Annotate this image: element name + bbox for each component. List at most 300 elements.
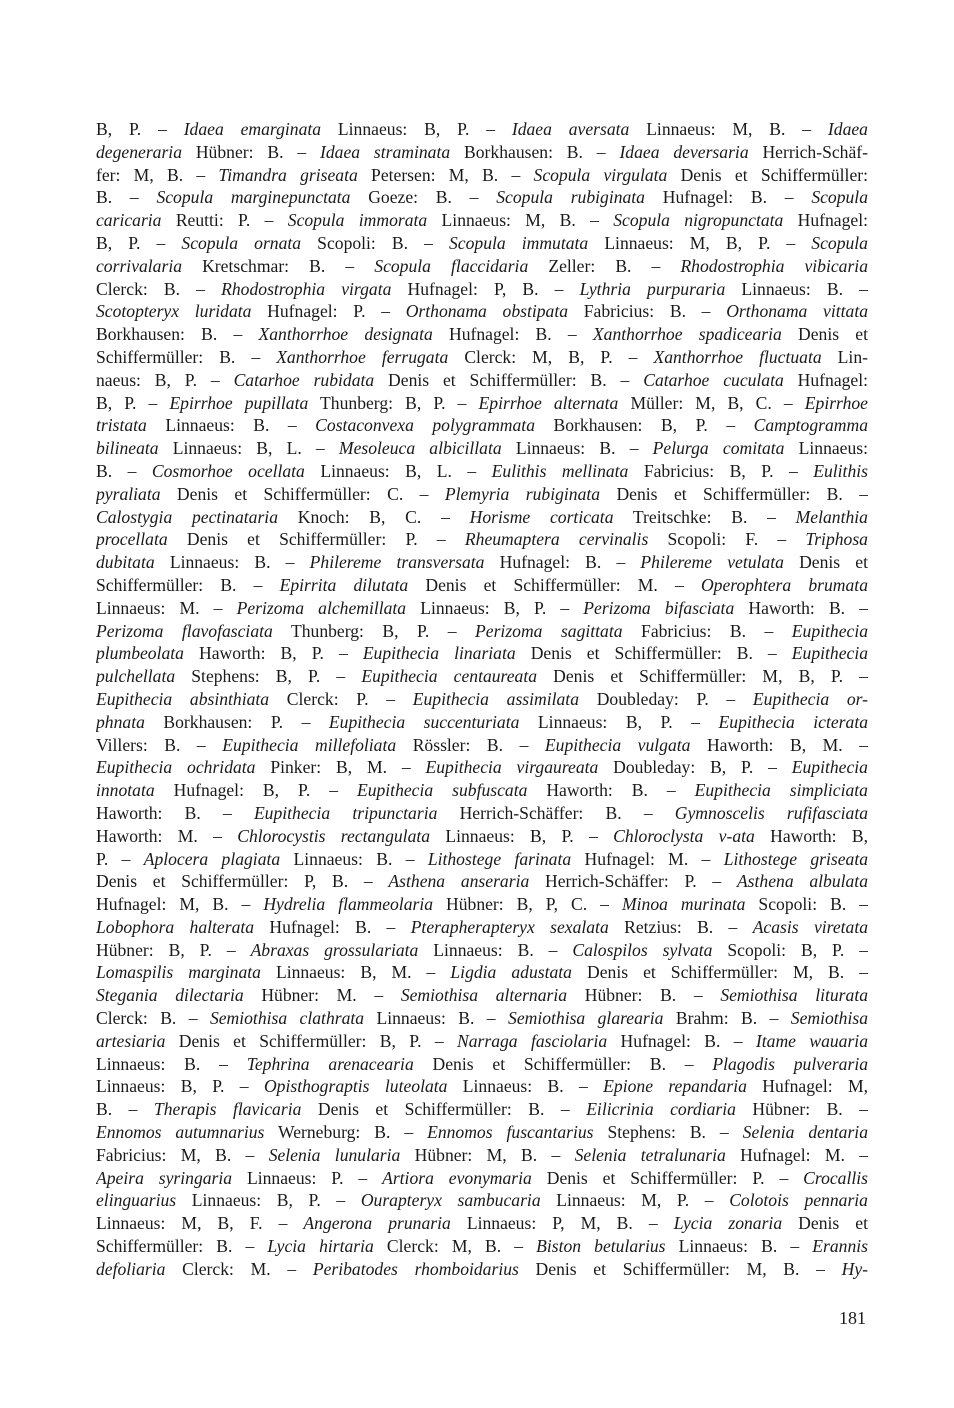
species-name: Apeira syringaria [96, 1167, 233, 1188]
text-line [96, 1075, 868, 1098]
text-run: Haworth: B, M. – [690, 734, 868, 755]
species-name: Asthena anseraria [388, 871, 530, 892]
species-name: Lomaspilis marginata [96, 962, 261, 983]
text-line [96, 437, 868, 460]
text-run: Linnaeus: B, P. – [406, 597, 584, 618]
text-run: Petersen: M, B. – [357, 164, 534, 185]
text-run: Denis et Schiffermüller: B. – [600, 483, 868, 504]
species-name: Epione repandaria [603, 1076, 747, 1097]
text-run: Linnaeus: M, B, F. – [96, 1213, 304, 1234]
text-run: Denis et Schiffermüller: [667, 164, 868, 185]
text-run: Rössler: B. – [396, 734, 545, 755]
text-line [96, 118, 868, 141]
species-name: Minoa murinata [621, 894, 746, 915]
species-name: Eilicrinia cordiaria [586, 1099, 736, 1120]
species-name: Philereme vetulata [640, 552, 784, 573]
text-run: Haworth: B. – [527, 780, 695, 801]
species-name: Selenia lunularia [268, 1144, 401, 1165]
species-name: Ourapteryx sambucaria [360, 1190, 541, 1211]
text-run: Hufnagel: B. – [484, 552, 641, 573]
species-name: Cosmorhoe ocellata [151, 460, 305, 481]
text-line [96, 255, 868, 278]
species-name: Epirrhoe alternata [478, 392, 619, 413]
text-line [96, 825, 868, 848]
text-run: Denis et Schiffermüller: B, P. – [165, 1030, 457, 1051]
text-run: Linnaeus: B. – [154, 552, 310, 573]
text-run: Denis et Schiffermüller: M. – [408, 574, 701, 595]
species-name: Eupithecia millefoliata [222, 734, 397, 755]
species-name: Lithostege griseata [723, 848, 868, 869]
species-name: Rhodostrophia virgata [221, 278, 392, 299]
text-run: Treitschke: B. – [613, 506, 796, 527]
species-name: Hydrelia flammeolaria [263, 894, 434, 915]
species-name: Xanthorrhoe fluctuata [653, 346, 822, 367]
species-name: Idaea emarginata [183, 119, 322, 139]
text-run: Scopoli: B, P. – [712, 939, 868, 960]
text-run: Hübner: B. – [567, 985, 721, 1006]
text-line [96, 734, 868, 757]
text-run: Denis et Schiffermüller: M, B. – [571, 962, 868, 983]
text-run: Linnaeus: M. – [96, 597, 237, 618]
species-name: Scopula nigropunctata [613, 210, 784, 231]
species-name: Semiothisa [790, 1008, 868, 1029]
text-run: Lin- [821, 346, 868, 367]
text-line [96, 1007, 868, 1030]
text-line [96, 1167, 868, 1190]
text-run: Hufnagel: B. – [254, 916, 411, 937]
text-line [96, 232, 868, 255]
species-name: Semiothisa liturata [720, 985, 868, 1006]
text-line [96, 939, 868, 962]
species-name: Eulithis [813, 460, 868, 481]
text-run: Denis et Schiffermüller: B. – [374, 369, 644, 390]
species-name: dubitata [96, 552, 155, 573]
text-run: Linnaeus: B, M. – [260, 962, 451, 983]
species-name: phnata [96, 711, 145, 732]
species-name: Eupithecia linariata [362, 643, 516, 664]
species-name: Scopula immutata [449, 232, 589, 253]
text-run: Linnaeus: B. – [96, 1053, 247, 1074]
text-line [96, 551, 868, 574]
species-name: Orthonama obstipata [405, 301, 569, 322]
species-name: elinguarius [96, 1190, 177, 1211]
text-line [96, 1144, 868, 1167]
species-name: Ennomos autumnarius [96, 1122, 265, 1143]
text-run: Haworth: B, [754, 825, 868, 846]
text-run: Hufnagel: P, B. – [391, 278, 580, 299]
species-name: Eupithecia tripunctaria [253, 802, 438, 823]
text-run: Zeller: B. – [528, 255, 681, 276]
text-run: Clerck: B. – [96, 1008, 210, 1029]
species-name: bilineata [96, 438, 159, 459]
text-run: Borkhausen: B. – [450, 141, 620, 162]
text-line [96, 141, 868, 164]
text-line [96, 984, 868, 1007]
text-run: Müller: M, B, C. – [618, 392, 805, 413]
species-name: Perizoma sagittata [475, 620, 623, 641]
species-name: Scopula marginepunctata [156, 187, 351, 208]
species-name: Acasis viretata [752, 916, 868, 937]
species-name: Scopula immorata [287, 210, 428, 231]
text-run: Linnaeus: B, L. – [304, 460, 492, 481]
species-name: Artiora evonymaria [382, 1167, 532, 1188]
species-name: Asthena albulata [736, 871, 868, 892]
text-run: Linnaeus: B. – [418, 939, 573, 960]
text-line [96, 802, 868, 825]
text-line [96, 688, 868, 711]
text-run: Fabricius: B. – [622, 620, 792, 641]
text-run: Hübner: M. – [243, 985, 401, 1006]
text-run: Linnaeus: P, M, B. – [450, 1213, 674, 1234]
species-name: Tephrina arenacearia [246, 1053, 414, 1074]
species-name: Rhodostrophia vibicaria [680, 255, 868, 276]
text-run: Doubleday: P. – [579, 688, 753, 709]
text-line [96, 414, 868, 437]
species-name: Eupithecia vulgata [544, 734, 691, 755]
text-run: Clerck: M. – [165, 1258, 313, 1279]
species-name: Eupithecia succenturiata [328, 711, 520, 732]
species-name: innotata [96, 780, 155, 801]
text-run: Hufnagel: [783, 369, 868, 390]
text-line [96, 1053, 868, 1076]
text-line [96, 597, 868, 620]
text-line [96, 346, 868, 369]
text-run: Schiffermüller: B. – [96, 1236, 268, 1257]
species-name: Lithostege farinata [427, 848, 572, 869]
text-line [96, 756, 868, 779]
text-line [96, 483, 868, 506]
text-line [96, 528, 868, 551]
text-run: Herrich-Schäffer: P. – [529, 871, 737, 892]
text-run: Goeze: B. – [350, 187, 497, 208]
text-run: Borkhausen: B, P. – [535, 415, 754, 436]
species-name: Horisme corticata [469, 506, 614, 527]
species-name: defoliaria [96, 1258, 166, 1279]
text-line [96, 711, 868, 734]
text-line [96, 300, 868, 323]
text-run: Linnaeus: M, B, P. – [588, 232, 812, 253]
species-name: Ennomos fuscantarius [427, 1122, 594, 1143]
text-run: B. – [96, 460, 152, 481]
species-name: Xanthorrhoe designata [258, 324, 433, 345]
text-run: Linnaeus: M, P. – [540, 1190, 730, 1211]
species-name: Epirrhoe [804, 392, 868, 413]
text-run: Denis et Schiffermüller: P, B. – [96, 871, 389, 892]
text-run: Denis et Schiffermüller: C. – [160, 483, 445, 504]
species-name: Eupithecia icterata [718, 711, 868, 732]
text-run: Knoch: B, C. – [278, 506, 470, 527]
text-run: Hufnagel: P. – [251, 301, 406, 322]
species-name: caricaria [96, 210, 162, 231]
text-run: Herrich-Schäf- [748, 141, 868, 162]
text-run: Hufnagel: B, P. – [154, 780, 357, 801]
text-run: Denis et Schiffermüller: P. – [167, 529, 465, 550]
text-run: Linnaeus: B. – [364, 1008, 509, 1029]
species-name: Plagodis pulveraria [712, 1053, 868, 1074]
text-run: Linnaeus: B. – [725, 278, 868, 299]
text-line [96, 620, 868, 643]
species-name: Plemyria rubiginata [444, 483, 601, 504]
species-name: Therapis flavicaria [153, 1099, 302, 1120]
species-name: Eupithecia absinthiata [96, 688, 270, 709]
text-run: B, P. – [96, 392, 170, 413]
species-name: Xanthorrhoe spadicearia [592, 324, 782, 345]
text-run: Hufnagel: M. – [725, 1144, 868, 1165]
species-name: Lycia zonaria [673, 1213, 783, 1234]
text-line [96, 665, 868, 688]
species-name: Pelurga comitata [652, 438, 785, 459]
text-run: Denis et Schiffermüller: B. – [413, 1053, 713, 1074]
text-run: Stephens: B, P. – [175, 666, 362, 687]
text-run: Doubleday: B, P. – [598, 757, 792, 778]
species-name: Scopula rubiginata [496, 187, 645, 208]
text-line [96, 916, 868, 939]
text-line [96, 1258, 868, 1281]
species-name: Lythria purpuraria [579, 278, 726, 299]
species-name: Angerona prunaria [303, 1213, 451, 1234]
text-run: Denis et Schiffermüller: M, B. – [518, 1258, 842, 1279]
text-run: Clerck: M, B. – [373, 1236, 537, 1257]
species-name: Eupithecia virgaureata [425, 757, 599, 778]
text-run: Stephens: B. – [593, 1122, 743, 1143]
text-run: Retzius: B. – [608, 916, 753, 937]
text-run: Haworth: M. – [96, 825, 238, 846]
species-name: pyraliata [96, 483, 161, 504]
species-name: Hy- [841, 1258, 868, 1279]
species-name: Epirrita dilutata [279, 574, 409, 595]
species-name: Catarhoe cuculata [643, 369, 784, 390]
text-run: Linnaeus: B. – [665, 1236, 813, 1257]
text-run: Haworth: B. – [96, 802, 254, 823]
text-line [96, 1189, 868, 1212]
species-name: Scopula [811, 187, 868, 208]
text-line [96, 460, 868, 483]
text-run: Thunberg: B, P. – [272, 620, 476, 641]
text-line [96, 1121, 868, 1144]
text-line [96, 893, 868, 916]
species-name: Selenia tetralunaria [574, 1144, 726, 1165]
text-line [96, 209, 868, 232]
text-run: Linnaeus: B, P. – [96, 1076, 264, 1097]
text-line [96, 1235, 868, 1258]
body-text [96, 118, 868, 1281]
text-run: Hübner: B. – [735, 1099, 868, 1120]
text-run: Denis et Schiffermüller: M, B, P. – [537, 666, 868, 687]
text-run: B, P. – [96, 232, 182, 253]
text-run: Linnaeus: B. – [146, 415, 316, 436]
text-run: Hufnagel: M, [746, 1076, 868, 1097]
species-name: Crocallis [803, 1167, 868, 1188]
species-name: plumbeolata [96, 643, 184, 664]
text-line [96, 186, 868, 209]
species-name: Idaea [827, 119, 868, 139]
text-run: fer: M, B. – [96, 164, 219, 185]
species-name: Peribatodes rhomboidarius [312, 1258, 519, 1279]
text-line [96, 164, 868, 187]
text-run: Borkhausen: P. – [144, 711, 329, 732]
species-name: Stegania dilectaria [96, 985, 244, 1006]
species-name: pulchellata [96, 666, 176, 687]
species-name: Ligdia adustata [450, 962, 572, 983]
text-run: Hufnagel: B. – [607, 1030, 756, 1051]
species-name: Operophtera brumata [700, 574, 868, 595]
text-run: Clerck: B. – [96, 278, 222, 299]
species-name: Scopula ornata [181, 232, 302, 253]
text-run: B. – [96, 1099, 154, 1120]
text-run: Hübner: M, B. – [400, 1144, 575, 1165]
text-run: Scopoli: B. – [301, 232, 449, 253]
species-name: Erannis [812, 1236, 868, 1257]
text-run: Scopoli: B. – [745, 894, 868, 915]
text-run: Hufnagel: [783, 210, 868, 231]
text-line [96, 278, 868, 301]
text-run: Fabricius: M, B. – [96, 1144, 269, 1165]
species-name: Idaea straminata [320, 141, 451, 162]
species-name: Chlorocystis rectangulata [237, 825, 431, 846]
text-line [96, 1098, 868, 1121]
text-run: Fabricius: B. – [568, 301, 727, 322]
text-run: Denis et [782, 1213, 868, 1234]
text-run: Linnaeus: [784, 438, 868, 459]
species-name: Gymnoscelis rufifasciata [674, 802, 868, 823]
species-name: Chloroclysta v-ata [613, 825, 755, 846]
text-run: Kretschmar: B. – [182, 255, 375, 276]
page-number: 181 [839, 1308, 866, 1328]
text-line [96, 779, 868, 802]
species-name: Pterapherapteryx sexalata [410, 916, 609, 937]
species-name: Orthonama vittata [726, 301, 868, 322]
species-name: Xanthorrhoe ferrugata [276, 346, 449, 367]
text-run: Denis et Schiffermüller: P. – [531, 1167, 804, 1188]
species-name: Lobophora halterata [96, 916, 255, 937]
text-run: Hufnagel: M. – [571, 848, 724, 869]
text-run: Denis et Schiffermüller: B. – [515, 643, 792, 664]
species-name: procellata [96, 529, 168, 550]
text-run: Hufnagel: B. – [432, 324, 593, 345]
text-run: Linnaeus: M, B. – [629, 119, 828, 139]
species-name: Catarhoe rubidata [233, 369, 375, 390]
text-run: Werneburg: B. – [264, 1122, 428, 1143]
text-run: Denis et [783, 552, 868, 573]
text-run: Thunberg: B, P. – [308, 392, 479, 413]
text-run: Linnaeus: B. – [501, 438, 653, 459]
species-name: Calospilos sylvata [572, 939, 713, 960]
species-name: Calostygia pectinataria [96, 506, 278, 527]
species-name: Narraga fasciolaria [456, 1030, 608, 1051]
text-line [96, 574, 868, 597]
text-line [96, 1212, 868, 1235]
text-run: Linnaeus: B. – [447, 1076, 604, 1097]
text-run: Linnaeus: M, B. – [427, 210, 614, 231]
text-line [96, 369, 868, 392]
text-run: Reutti: P. – [161, 210, 288, 231]
text-line [96, 870, 868, 893]
species-name: Mesoleuca albicillata [338, 438, 502, 459]
species-name: Perizoma alchemillata [236, 597, 407, 618]
species-name: Opisthograptis luteolata [263, 1076, 448, 1097]
text-run: Denis et [781, 324, 868, 345]
species-name: Rheumaptera cervinalis [464, 529, 649, 550]
text-run: Villers: B. – [96, 734, 223, 755]
species-name: Scotopteryx luridata [96, 301, 252, 322]
species-name: Semiothisa glarearia [508, 1008, 664, 1029]
species-name: Melanthia [795, 506, 868, 527]
text-line [96, 848, 868, 871]
text-run: B, P. – [96, 119, 184, 139]
text-run: Linnaeus: P. – [232, 1167, 383, 1188]
species-name: Aplocera plagiata [143, 848, 281, 869]
species-name: tristata [96, 415, 147, 436]
text-run: Hübner: B. – [182, 141, 320, 162]
text-run: Hufnagel: B. – [644, 187, 812, 208]
text-run: Herrich-Schäffer: B. – [437, 802, 675, 823]
text-run: Borkhausen: B. – [96, 324, 259, 345]
species-name: Abraxas grossulariata [250, 939, 419, 960]
text-run: Denis et Schiffermüller: B. – [301, 1099, 587, 1120]
species-name: Colotois pennaria [729, 1190, 868, 1211]
species-name: Lycia hirtaria [267, 1236, 374, 1257]
text-run: Schiffermüller: B. – [96, 574, 280, 595]
text-run: Haworth: B. – [734, 597, 868, 618]
species-name: Itame wauaria [755, 1030, 868, 1051]
text-run: naeus: B, P. – [96, 369, 234, 390]
text-run: Hübner: B, P, C. – [433, 894, 622, 915]
species-name: Eupithecia subfuscata [356, 780, 528, 801]
species-name: Eupithecia assimilata [412, 688, 579, 709]
text-run: Hübner: B, P. – [96, 939, 251, 960]
species-name: Scopula virgulata [533, 164, 668, 185]
text-run: Linnaeus: B, L. – [158, 438, 339, 459]
species-name: degeneraria [96, 141, 182, 162]
species-name: Eupithecia centaureata [361, 666, 538, 687]
text-run: Clerck: P. – [269, 688, 413, 709]
species-name: Triphosa [805, 529, 868, 550]
text-run: Schiffermüller: B. – [96, 346, 277, 367]
species-name: Philereme transversata [309, 552, 485, 573]
text-run: Pinker: B, M. – [255, 757, 426, 778]
species-name: Eulithis mellinata [491, 460, 629, 481]
species-name: Perizoma bifasciata [583, 597, 735, 618]
text-run: Clerck: M, B, P. – [448, 346, 654, 367]
text-run: Haworth: B, P. – [183, 643, 363, 664]
species-name: Scopula [811, 232, 868, 253]
species-name: Semiothisa clathrata [209, 1008, 365, 1029]
species-name: Camptogramma [753, 415, 868, 436]
text-run: B. – [96, 187, 157, 208]
text-run: Brahm: B. – [663, 1008, 791, 1029]
species-name: Eupithecia or- [752, 688, 868, 709]
text-line [96, 642, 868, 665]
text-run: Scopoli: F. – [648, 529, 806, 550]
species-name: Epirrhoe pupillata [169, 392, 309, 413]
text-line [96, 1030, 868, 1053]
species-name: Eupithecia [791, 620, 868, 641]
species-name: Perizoma flavofasciata [96, 620, 273, 641]
text-line [96, 323, 868, 346]
species-name: Biston betularius [536, 1236, 666, 1257]
text-run: Linnaeus: B, P. – [430, 825, 614, 846]
species-name: Costaconvexa polygrammata [315, 415, 535, 436]
species-name: corrivalaria [96, 255, 183, 276]
species-name: Eupithecia simpliciata [694, 780, 868, 801]
text-line [96, 392, 868, 415]
text-run: P. – [96, 848, 144, 869]
species-name: artesiaria [96, 1030, 166, 1051]
species-name: Idaea deversaria [619, 141, 749, 162]
text-run: Hufnagel: M, B. – [96, 894, 264, 915]
text-run: Linnaeus: B, P. – [176, 1190, 361, 1211]
text-run: Linnaeus: B, P. – [321, 119, 512, 139]
